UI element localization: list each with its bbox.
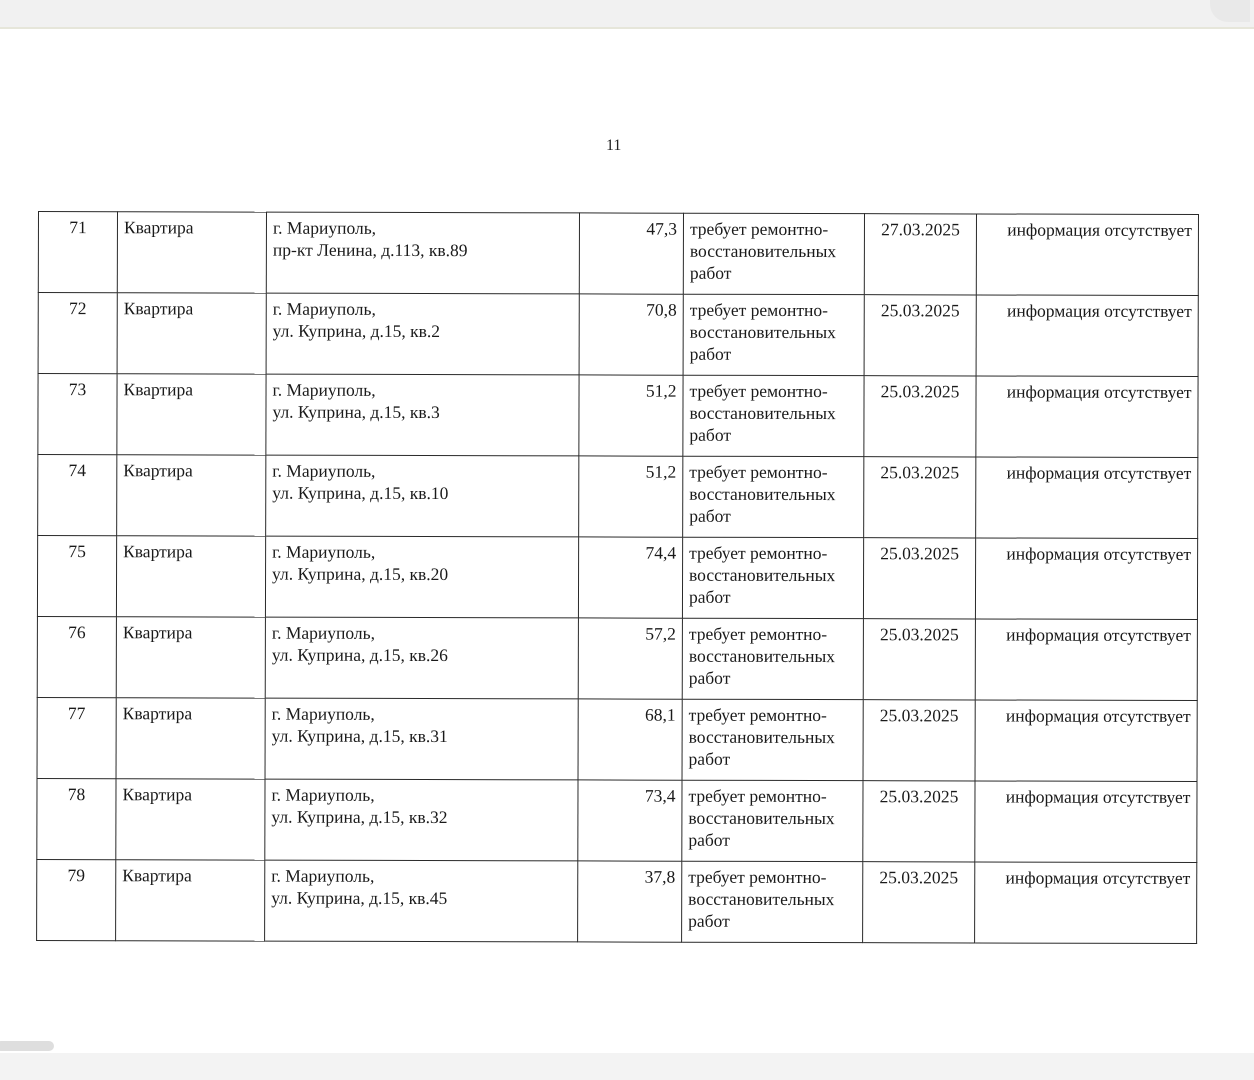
- cell-type: [116, 860, 265, 941]
- cell-text: Квартира: [123, 217, 194, 238]
- cell-date: [864, 295, 976, 376]
- cell-text: восстановительных: [688, 888, 835, 910]
- cell-text: требует ремонтно-: [688, 785, 827, 807]
- cell-text: информация отсутствует: [1006, 624, 1191, 646]
- cell-text: Квартира: [123, 298, 194, 319]
- cell-area: [578, 537, 682, 618]
- cell-text: информация отсутствует: [1006, 381, 1192, 403]
- cell-text: г. Мариуполь,: [272, 460, 376, 481]
- cell-info: [976, 214, 1198, 296]
- cell-type: [117, 455, 266, 536]
- cell-text: работ: [688, 586, 731, 607]
- cell-state: [682, 618, 863, 699]
- cell-text: Квартира: [122, 622, 193, 643]
- cell-date: [863, 619, 975, 700]
- cell-text: работ: [689, 424, 732, 445]
- cell-text: требует ремонтно-: [689, 299, 829, 321]
- cell-text: г. Мариуполь,: [271, 865, 375, 886]
- cell-text: пр-кт Ленина, д.113, кв.89: [272, 239, 468, 261]
- cell-text: Квартира: [122, 784, 193, 805]
- cell-text: восстановительных: [689, 240, 837, 262]
- cell-text: информация отсутствует: [1006, 462, 1192, 484]
- cell-text: ул. Куприна, д.15, кв.26: [271, 644, 448, 666]
- cell-addr: [265, 617, 578, 699]
- cell-type: [116, 617, 265, 698]
- cell-text: восстановительных: [688, 645, 836, 667]
- table-row: [38, 374, 1198, 458]
- table-row: [37, 616, 1197, 700]
- cell-addr: [265, 536, 578, 618]
- table-row: [37, 697, 1197, 781]
- cell-text: работ: [688, 667, 731, 688]
- cell-text: требует ремонтно-: [689, 461, 828, 483]
- cell-addr: [265, 698, 578, 780]
- cell-info: [975, 538, 1197, 620]
- cell-text: 75: [68, 541, 86, 562]
- table-row: [37, 536, 1197, 620]
- cell-area: [578, 780, 682, 861]
- cell-text: ул. Куприна, д.15, кв.45: [271, 887, 448, 909]
- cell-addr: [266, 374, 579, 456]
- table-row: [37, 859, 1197, 943]
- cell-date: [864, 457, 976, 538]
- cell-text: 37,8: [644, 866, 676, 887]
- cell-text: г. Мариуполь,: [271, 622, 376, 643]
- cell-text: 51,2: [645, 461, 677, 482]
- cell-text: требует ремонтно-: [688, 866, 827, 888]
- viewer-bottom-bar: [0, 1053, 1254, 1080]
- cell-date: [864, 214, 976, 295]
- cell-text: работ: [689, 262, 732, 283]
- cell-text: 47,3: [646, 218, 677, 239]
- cell-text: 78: [67, 784, 86, 805]
- cell-text: 25.03.2025: [880, 381, 960, 402]
- cell-text: г. Мариуполь,: [272, 298, 376, 319]
- cell-addr: [265, 779, 578, 861]
- cell-info: [975, 619, 1197, 701]
- cell-text: 74,4: [645, 542, 677, 563]
- cell-info: [975, 700, 1197, 782]
- cell-text: ул. Куприна, д.15, кв.10: [272, 482, 449, 504]
- cell-text: 73,4: [644, 785, 676, 806]
- cell-type: [117, 212, 266, 293]
- property-table: [36, 211, 1199, 944]
- cell-addr: [266, 212, 579, 294]
- cell-date: [863, 862, 975, 943]
- cell-num: [38, 212, 117, 293]
- cell-text: 79: [67, 865, 86, 886]
- cell-num: [37, 778, 116, 859]
- cell-state: [682, 699, 863, 780]
- cell-text: восстановительных: [688, 726, 835, 748]
- cell-state: [683, 456, 864, 537]
- cell-text: требует ремонтно-: [688, 704, 827, 726]
- cell-addr: [266, 455, 579, 537]
- cell-date: [863, 538, 975, 619]
- cell-state: [683, 375, 864, 456]
- cell-text: 68,1: [645, 704, 676, 725]
- cell-date: [864, 376, 976, 457]
- cell-type: [116, 779, 265, 860]
- cell-text: информация отсутствует: [1005, 867, 1191, 889]
- cell-num: [37, 697, 116, 778]
- cell-text: ул. Куприна, д.15, кв.20: [272, 563, 449, 585]
- cell-text: 27.03.2025: [881, 219, 960, 240]
- cell-text: 25.03.2025: [879, 705, 959, 726]
- cell-text: работ: [688, 829, 730, 850]
- cell-text: работ: [688, 910, 730, 931]
- cell-num: [37, 616, 116, 697]
- cell-text: г. Мариуполь,: [272, 379, 376, 400]
- cell-text: 25.03.2025: [879, 867, 959, 888]
- page-number: 11: [606, 137, 622, 154]
- cell-text: 73: [68, 379, 87, 400]
- cell-num: [38, 293, 117, 374]
- cell-text: информация отсутствует: [1007, 219, 1192, 241]
- cell-text: г. Мариуполь,: [272, 541, 376, 562]
- cell-text: 70,8: [646, 299, 677, 320]
- cell-info: [975, 862, 1197, 944]
- cell-state: [683, 294, 864, 375]
- cell-text: восстановительных: [689, 402, 836, 424]
- cell-text: работ: [689, 505, 731, 526]
- cell-text: восстановительных: [689, 321, 836, 343]
- cell-text: г. Мариуполь,: [271, 703, 375, 724]
- cell-info: [976, 295, 1198, 377]
- table-row: [38, 455, 1198, 539]
- cell-text: 74: [68, 460, 87, 481]
- cell-area: [579, 456, 683, 537]
- cell-state: [682, 861, 863, 942]
- cell-date: [863, 781, 975, 862]
- cell-text: 76: [68, 622, 86, 643]
- cell-text: восстановительных: [688, 807, 835, 829]
- cell-text: информация отсутствует: [1006, 300, 1192, 322]
- cell-text: требует ремонтно-: [688, 623, 828, 645]
- cell-state: [682, 537, 863, 618]
- cell-text: информация отсутствует: [1005, 705, 1191, 727]
- cell-text: ул. Куприна, д.15, кв.32: [271, 806, 448, 828]
- cell-text: 57,2: [645, 623, 676, 644]
- cell-info: [975, 781, 1197, 863]
- cell-type: [116, 698, 265, 779]
- cell-text: г. Мариуполь,: [271, 784, 375, 805]
- cell-text: ул. Куприна, д.15, кв.3: [272, 401, 440, 423]
- cell-text: 25.03.2025: [880, 300, 960, 321]
- cell-text: Квартира: [122, 865, 192, 886]
- cell-state: [682, 780, 863, 861]
- cell-text: Квартира: [123, 379, 194, 400]
- cell-text: восстановительных: [689, 564, 836, 586]
- cell-text: восстановительных: [689, 483, 836, 505]
- cell-text: требует ремонтно-: [689, 542, 828, 564]
- table-row: [37, 778, 1197, 862]
- cell-text: 77: [67, 703, 86, 724]
- cell-area: [578, 699, 682, 780]
- cell-info: [976, 376, 1198, 458]
- table-row: [38, 293, 1198, 377]
- cell-text: 51,2: [645, 380, 677, 401]
- cell-text: работ: [689, 343, 732, 364]
- cell-num: [38, 455, 117, 536]
- cell-text: 71: [69, 217, 87, 238]
- cell-area: [579, 294, 683, 375]
- cell-text: Квартира: [122, 703, 193, 724]
- cell-area: [579, 213, 683, 294]
- cell-text: работ: [688, 748, 731, 769]
- cell-text: Квартира: [123, 541, 193, 562]
- cell-text: ул. Куприна, д.15, кв.2: [272, 320, 441, 342]
- cell-type: [117, 293, 266, 374]
- cell-text: ул. Куприна, д.15, кв.31: [271, 725, 448, 747]
- cell-addr: [266, 293, 579, 375]
- cell-text: 25.03.2025: [879, 786, 959, 807]
- cell-text: информация отсутствует: [1006, 543, 1192, 565]
- cell-date: [863, 700, 975, 781]
- cell-area: [578, 618, 682, 699]
- table-row: [38, 212, 1198, 296]
- cell-text: 25.03.2025: [880, 462, 960, 483]
- cell-text: 25.03.2025: [879, 624, 959, 645]
- cell-text: Квартира: [123, 460, 193, 481]
- cell-text: 25.03.2025: [880, 543, 960, 564]
- cell-text: информация отсутствует: [1005, 786, 1191, 808]
- cell-info: [976, 457, 1198, 539]
- scroll-indicator[interactable]: [0, 1041, 54, 1051]
- cell-area: [579, 375, 683, 456]
- cell-text: требует ремонтно-: [689, 380, 828, 402]
- cell-state: [683, 213, 864, 294]
- cell-type: [116, 536, 265, 617]
- cell-text: требует ремонтно-: [689, 218, 829, 240]
- cell-num: [38, 374, 117, 455]
- viewer-top-bar: [0, 0, 1254, 27]
- cell-num: [37, 536, 116, 617]
- cell-area: [578, 861, 682, 942]
- cell-type: [117, 374, 266, 455]
- cell-text: 72: [68, 298, 87, 319]
- cell-addr: [265, 860, 578, 942]
- corner-logo: [1210, 0, 1250, 22]
- cell-num: [37, 859, 116, 940]
- cell-text: г. Мариуполь,: [272, 217, 377, 238]
